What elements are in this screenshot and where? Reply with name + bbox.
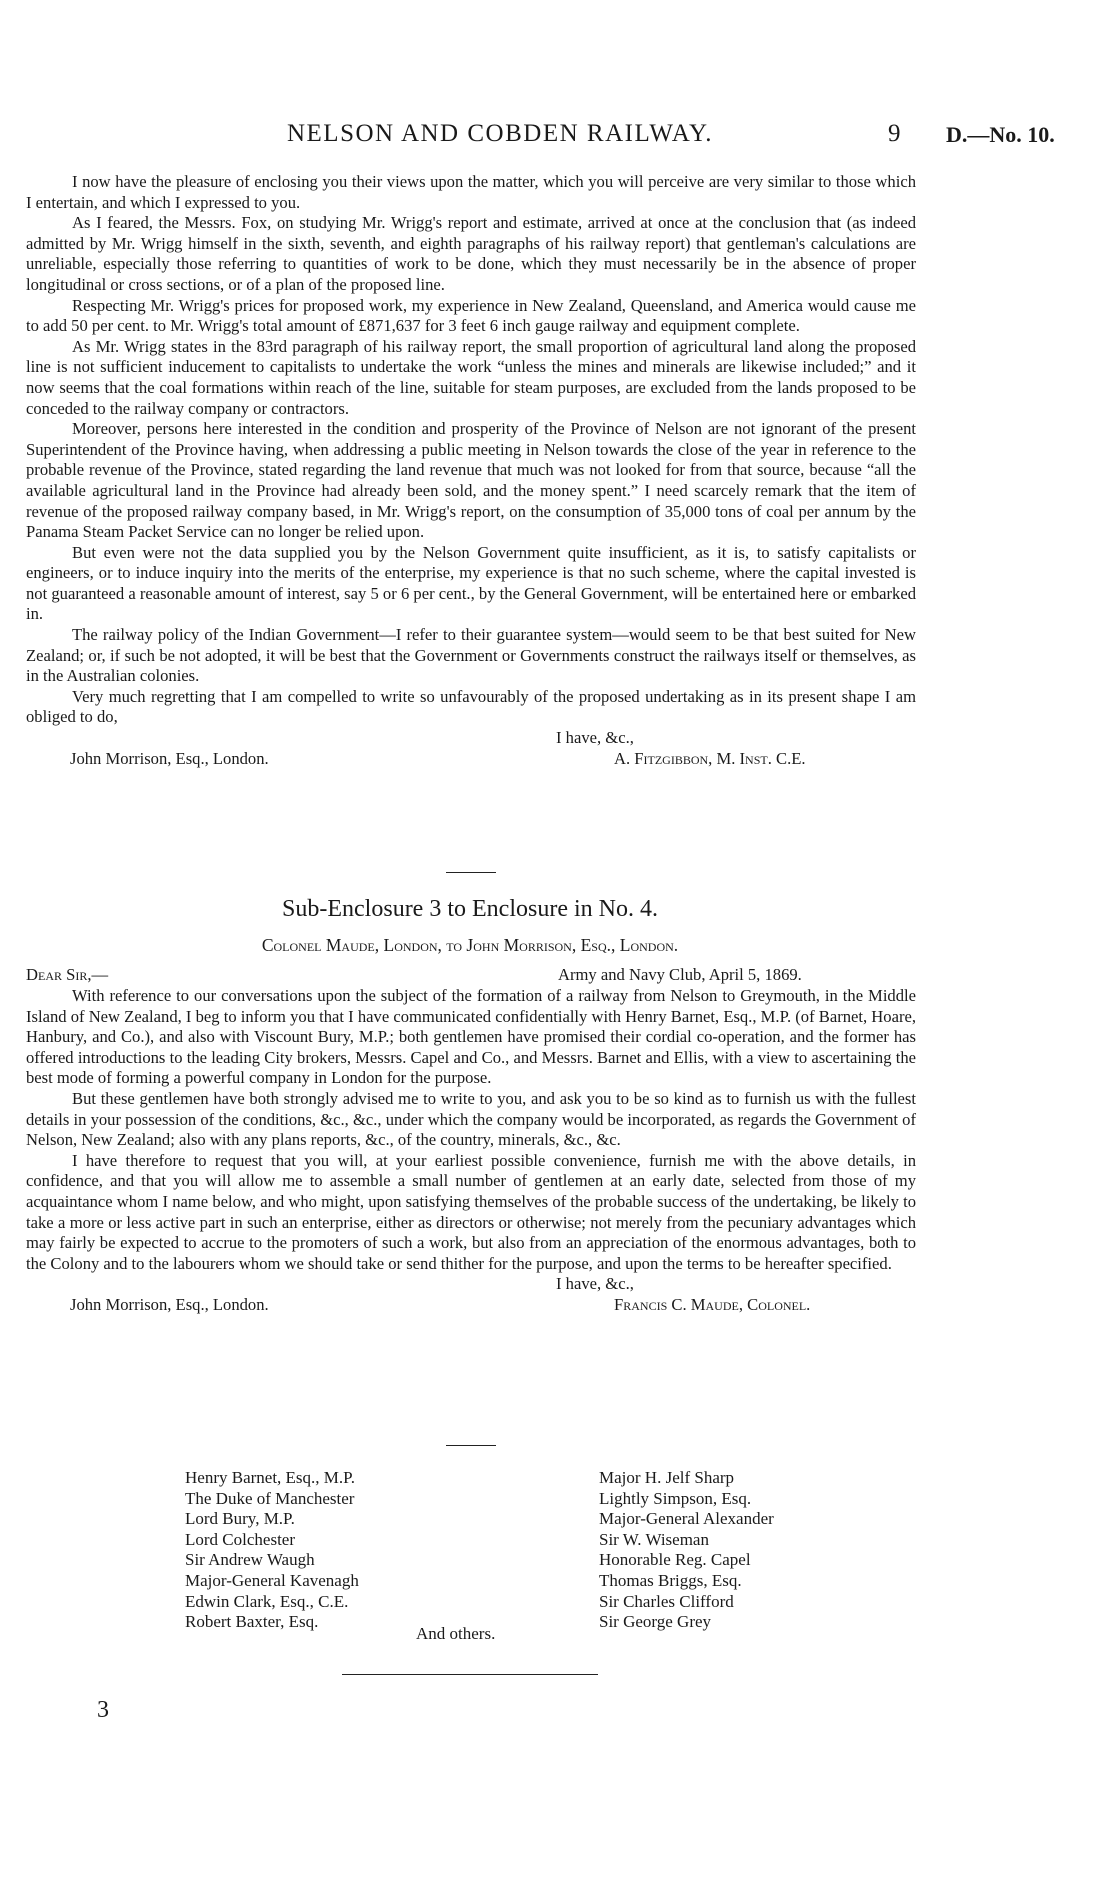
list-item: Thomas Briggs, Esq. — [599, 1570, 742, 1590]
addressee: John Morrison, Esq., London. — [70, 1295, 269, 1315]
closing: I have, &c., — [556, 728, 634, 748]
list-item: Sir George Grey — [599, 1612, 712, 1632]
signature: Francis C. Maude, Colonel. — [614, 1295, 811, 1315]
list-item: Sir Andrew Waugh — [185, 1550, 315, 1570]
enclosure-from-to: Colonel Maude, London, to John Morrison, Esq., London. — [261, 935, 679, 955]
page-number: 9 — [888, 120, 901, 147]
paragraph: As I feared, the Messrs. Fox, on studying Mr. Wrigg's report and estimate, arrived at once at the conclusion that (as indeed admitted by Mr. Wrigg himself in the sixth, seventh, and eighth paragraphs of his railway report) that gentleman's calculations are unreliable, especially those referring to quantities of work to be done, which they must necessarily be in the absence of proper longitudinal or cross sections, or of a plan of the proposed line. — [26, 213, 916, 294]
paragraph: Very much regretting that I am compelled to write so unfavourably of the proposed undertaking as in its present shape I am obliged to do, — [26, 686, 916, 727]
names-list-right — [599, 1468, 774, 1633]
enclosure-heading: Sub-Enclosure 3 to Enclosure in No. 4. — [282, 896, 658, 922]
closing-line — [26, 728, 916, 749]
letter-maude-body — [26, 965, 916, 1316]
folio-number: 3 — [97, 1697, 109, 1723]
names-list-left — [185, 1468, 359, 1633]
header-title: NELSON AND COBDEN RAILWAY. — [286, 120, 714, 147]
list-item: Robert Baxter, Esq. — [185, 1612, 319, 1632]
paragraph: The railway policy of the Indian Government—I refer to their guarantee system—would seem to be that best suited for New Zealand; or, if such be not adopted, it will be best that the Government or Governments construct the railways itself or themselves, as in the Australian colonies. — [26, 625, 916, 686]
end-rule — [342, 1674, 598, 1675]
paragraph: As Mr. Wrigg states in the 83rd paragraph of his railway report, the small proportion of agricultural land along the proposed line is not sufficient inducement to capitalists to undertake the work “unless the mines and minerals are likewise included;” and it now seems that the coal formations within reach of the line, suitable for steam purposes, are excluded from the lands proposed to be conceded to the railway company or contractors. — [26, 336, 916, 418]
list-item: Sir Charles Clifford — [599, 1591, 734, 1611]
closing: I have, &c., — [556, 1274, 634, 1294]
paragraph: With reference to our conversations upon the subject of the formation of a railway from Nelson to Greymouth, in the Middle Island of New Zealand, I beg to inform you that I have communicated confidentially with Henry Barnet, Esq., M.P. (of Barnet, Hoare, Hanbury, and Co.), and also with Viscount Bury, M.P.; both gentlemen have promised their cordial co-operation, and the former has offered introductions to the leading City brokers, Messrs. Capel and Co., and Messrs. Barnet and Ellis, with a view to ascertaining the best mode of forming a powerful company in London for the purpose. — [26, 986, 916, 1088]
and-others: And others. — [416, 1624, 496, 1643]
section-divider — [446, 1445, 496, 1446]
paragraph: I have therefore to request that you will, at your earliest possible convenience, furnish me with the above details, in confidence, and that you will allow me to assemble a small number of gentlemen at an early date, selected from those of my acquaintance whom I name below, and who might, upon satisfying themselves of the probable success of the undertaking, be likely to take a more or less active part in such an enterprise, either as directors or otherwise; not merely from the pecuniary advantages which may fairly be expected to accrue to the promoters of such a work, but also from an appreciation of the enormous advantages, both to the Colony and to the labourers whom we should take or send thither for the purpose, and upon the terms to be hereafter specified. — [26, 1150, 916, 1273]
list-item: Sir W. Wiseman — [599, 1529, 709, 1549]
list-item: Edwin Clark, Esq., C.E. — [185, 1591, 349, 1611]
list-item: Lord Colchester — [185, 1529, 295, 1549]
paragraph: Moreover, persons here interested in the condition and prosperity of the Province of Nelson are not ignorant of the present Superintendent of the Province having, when addressing a public meeting in Nelson towards the close of the year in reference to the probable revenue of the Province, stated regarding the land revenue that much was not looked for from that source, because “all the available agricultural land in the Province had already been sold, and the money spent.” I need scarcely remark that the item of revenue of the proposed railway company based, in Mr. Wrigg's report, on the consumption of 35,000 tons of coal per annum by the Panama Steam Packet Service can no longer be relied upon. — [26, 419, 916, 542]
list-item: Major-General Kavenagh — [185, 1570, 359, 1590]
place-date: Army and Navy Club, April 5, 1869. — [558, 965, 802, 984]
list-item: Major-General Alexander — [599, 1509, 774, 1529]
running-header — [0, 120, 1114, 150]
signature-line — [26, 749, 916, 770]
paragraph: But even were not the data supplied you by the Nelson Government quite insufficient, as it is, to satisfy capitalists or engineers, or to induce inquiry into the merits of the enterprise, my experience is that no such scheme, where the capital invested is not guaranteed a reasonable amount of interest, say 5 or 6 per cent., by the General Government, will be entertained here or embarked in. — [26, 542, 916, 624]
letter-fitzgibbon-body — [26, 172, 916, 770]
addressee: John Morrison, Esq., London. — [70, 749, 269, 769]
list-item: Lord Bury, M.P. — [185, 1509, 295, 1529]
list-item: Honorable Reg. Capel — [599, 1550, 751, 1570]
list-item: Henry Barnet, Esq., M.P. — [185, 1468, 355, 1487]
signature-line — [26, 1295, 916, 1316]
paragraph: Respecting Mr. Wrigg's prices for proposed work, my experience in New Zealand, Queensland, and America would cause me to add 50 per cent. to Mr. Wrigg's total amount of £871,637 for 3 feet 6 inch gauge railway and equipment complete. — [26, 295, 916, 336]
closing-line — [26, 1274, 916, 1295]
list-item: Lightly Simpson, Esq. — [599, 1488, 752, 1508]
signature: A. Fitzgibbon, M. Inst. C.E. — [614, 749, 806, 769]
salutation: Dear Sir,— — [26, 965, 109, 984]
list-item: The Duke of Manchester — [185, 1488, 355, 1508]
paragraph: I now have the pleasure of enclosing you their views upon the matter, which you will perceive are very similar to those which I entertain, and which I expressed to you. — [26, 172, 916, 212]
list-item: Major H. Jelf Sharp — [599, 1468, 735, 1487]
document-number: D.—No. 10. — [946, 122, 1055, 147]
paragraph: But these gentlemen have both strongly advised me to write to you, and ask you to be so kind as to furnish us with the fullest details in your possession of the conditions, &c., &c., under which the company would be incorporated, as regards the Government of Nelson, New Zealand; also with any plans reports, &c., of the country, minerals, &c., &c. — [26, 1088, 916, 1150]
section-divider — [446, 872, 496, 873]
salutation-line — [26, 965, 916, 986]
